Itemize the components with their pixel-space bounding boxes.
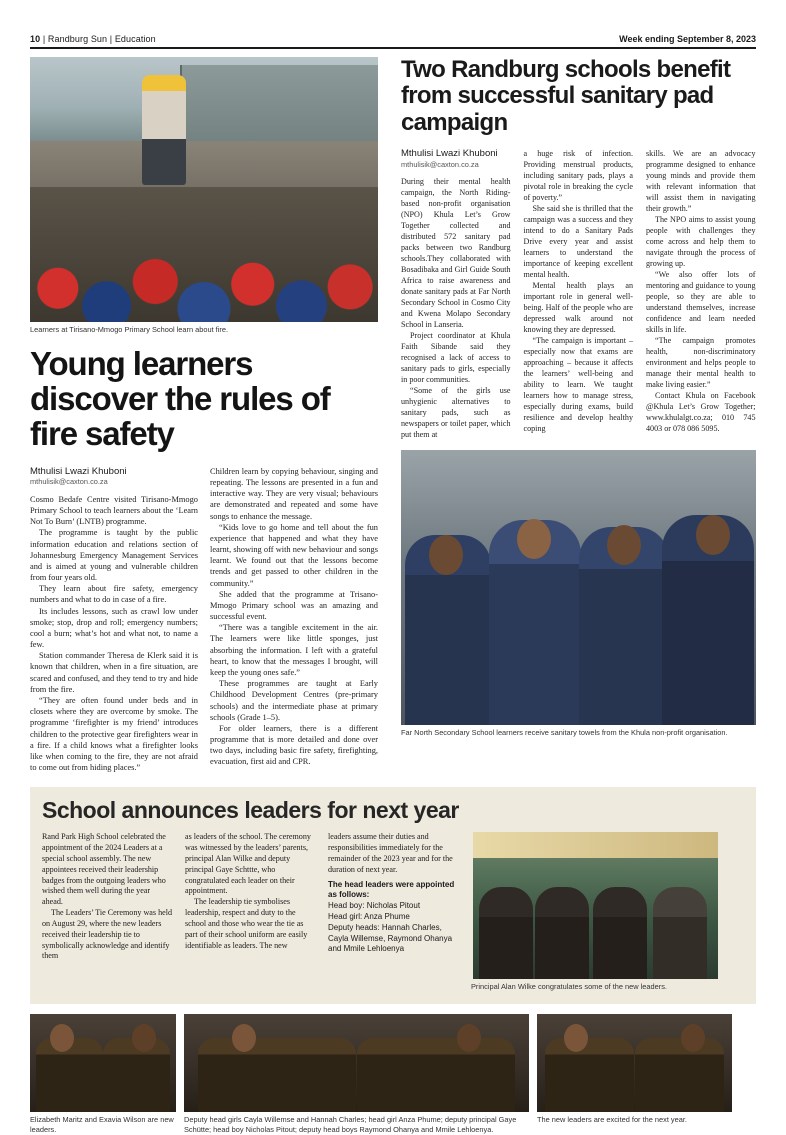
- pads-byline-email: mthulisik@caxton.co.za: [401, 159, 479, 169]
- appointment-item: Deputy heads: Hannah Charles, Cayla Willemse, Raymond Ohanya and Mmile Lehloenya: [328, 922, 453, 954]
- photo-firefighter: [142, 75, 186, 185]
- section-name: Education: [114, 34, 156, 44]
- photo-person: [653, 887, 707, 979]
- leaders-article-columns: [42, 832, 744, 992]
- page-masthead: [30, 28, 756, 49]
- fire-paragraph: These programmes are taught at Early Childhood Development Centres (pre-primary schools) and the intermediate phase at primary schools (Grade 1–5).: [210, 679, 378, 722]
- wilke-photo-caption: Principal Alan Wilke congratulates some of the new leaders.: [471, 982, 667, 992]
- leaders-paragraph: Rand Park High School celebrated the appointment of the 2024 Leaders at a special school assembly. The new appointees received their leadership badges from the outgoing leaders who wished them well during the year ahead.: [42, 832, 166, 907]
- photo-person: [593, 887, 647, 979]
- fire-paragraph: Children learn by copying behaviour, singing and repeating. The lessons are presented in a fun and interactive way. They are very visual; behaviours are demonstrated and repeated and some have songs to enhance the message.: [210, 466, 378, 521]
- pads-column-1: [401, 148, 511, 440]
- top-section: [30, 57, 756, 773]
- bottom-photo-2-caption: Deputy head girls Cayla Willemse and Hannah Charles; head girl Anza Phume; deputy principal Gaye Schütte; head boy Nicholas Pitout; deputy head boys Raymond Ohanya and Mmile Lehloenya.: [184, 1115, 517, 1135]
- leaders-paragraph: leaders assume their duties and responsibilities immediately for the remainder of the 2023 year and for the duration of next year.: [328, 832, 453, 874]
- leaders-paragraph: The Leaders’ Tie Ceremony was held on August 29, where the new leaders received their leadership tie to symbolically acknowledge and identify them: [42, 908, 172, 961]
- pads-article-columns: [401, 148, 756, 440]
- fire-paragraph: The programme is taught by the public information education and relations section of Johannesburg Emergency Management Services and is aimed at young and vulnerable children from four years old.: [30, 528, 198, 583]
- photo-learner: [198, 1038, 357, 1112]
- fire-paragraph: For older learners, there is a different programme that is more detailed and done over two days, including basic fire safety, firefighting, evacuation, first aid and CPR.: [210, 723, 378, 767]
- pads-photo-caption: Far North Secondary School learners receive sanitary towels from the Khula non-profit organisation.: [401, 728, 728, 738]
- leaders-paragraph: The leadership tie symbolises leadership, respect and duty to the school and those who wear the tie as part of their school uniform are easily identifiable as leaders. The new: [185, 897, 308, 950]
- leaders-article-headline: School announces leaders for next year: [42, 797, 459, 824]
- fire-paragraph: They learn about fire safety, emergency numbers and what to do in case of a fire.: [30, 584, 198, 605]
- fire-article-columns: [30, 466, 378, 773]
- leaders-paragraph: as leaders of the school. The ceremony was witnessed by the leaders’ parents, principal Alan Wilke and deputy principal Gaye Schttte, who congratulated each leader on their appointment.: [185, 832, 311, 896]
- leaders-article: [30, 787, 756, 1004]
- appointments-heading: The head leaders were appointed as follows:: [328, 879, 455, 900]
- fire-paragraph: She added that the programme at Trisano-Mmogo Primary school was an amazing and successful event.: [210, 589, 378, 622]
- appointment-item: Head boy: Nicholas Pitout: [328, 901, 421, 911]
- bottom-photo-row: [30, 1014, 756, 1135]
- fire-paragraph: “Kids love to go home and tell about the fun experience that happened and what they have learnt, showing off with new behaviour and songs learnt. We found out that the lessons become trends and get passed to other children in the community.”: [210, 522, 378, 588]
- fire-safety-photo: [30, 57, 378, 322]
- pads-paragraph: Mental health plays an important role in general well-being. Half of the people who are depressed walk around not knowing they are depressed.: [523, 281, 633, 335]
- photo-learner: [635, 1038, 725, 1112]
- issue-date: Week ending September 8, 2023: [619, 34, 756, 44]
- masthead-left: [30, 34, 156, 44]
- photo-face: [681, 1024, 705, 1052]
- masthead-separator-1: |: [42, 34, 46, 44]
- pads-paragraph: a huge risk of infection. Providing menstrual products, including sanitary pads, plays a pivotal role in breaking the cycle of poverty.”: [523, 149, 633, 203]
- photo-person: [479, 887, 533, 979]
- bottom-photo-2: [184, 1014, 529, 1112]
- photo-school-banner: [473, 832, 718, 858]
- bottom-photo-1: [30, 1014, 176, 1112]
- masthead-separator-2: |: [109, 34, 113, 44]
- photo-face: [696, 515, 730, 555]
- pads-paragraph: She said she is thrilled that the campaign was a success and they intend to do a Sanitary Pads Drive every year and assist learners to understand the importance of keeping excellent mental health.: [523, 204, 633, 280]
- pads-paragraph: Contact Khula on Facebook @Khula Let’s Grow Together; www.khulalgt.co.za; 010 745 4003 or 078 086 5095.: [646, 391, 756, 434]
- photo-face: [517, 519, 551, 559]
- appointment-item: Head girl: Anza Phume: [328, 911, 410, 921]
- bottom-photo-1-caption: Elizabeth Maritz and Exavia Wilson are new leaders.: [30, 1115, 174, 1135]
- principal-wilke-photo: [473, 832, 718, 979]
- fire-photo-caption: Learners at Tirisano-Mmogo Primary School learn about fire.: [30, 325, 228, 334]
- pads-byline-name: Mthulisi Lwazi Khuboni: [401, 148, 498, 160]
- fire-paragraph: “They are often found under beds and in closets where they are overcome by smoke. The programme ‘firefighter is my friend’ introduces children to the protective gear firefighters wear in a fire. If a child knows what a firefighter looks like when coming to the fire, they are not afraid to come out from hiding places.”: [30, 696, 198, 773]
- bottom-photo-1-block: [30, 1014, 176, 1135]
- photo-learner: [357, 1038, 516, 1112]
- publication-name: Randburg Sun: [47, 34, 108, 44]
- fire-paragraph: “There was a tangible excitement in the air. The learners were like little sponges, just absorbing the information. I left with a grateful heart, to know that the messages I brought, will keep the young ones safe.”: [210, 623, 378, 677]
- bottom-photo-3-caption: The new leaders are excited for the next year.: [537, 1115, 687, 1125]
- pads-column-3: [646, 148, 756, 440]
- fire-safety-article: [30, 57, 378, 773]
- photo-face: [132, 1024, 156, 1052]
- photo-person: [535, 887, 589, 979]
- leaders-column-2: [185, 832, 316, 992]
- fire-article-headline: Young learners discover the rules of fire safety: [30, 344, 330, 452]
- pads-paragraph: skills. We are an advocacy programme designed to enhance young minds and provide them with relevant information that will assist them in navigating their growth.”: [646, 149, 756, 214]
- pads-article-headline: Two Randburg schools benefit from successful sanitary pad campaign: [401, 56, 731, 136]
- fire-column-2: [210, 466, 378, 773]
- fire-byline-email: mthulisik@caxton.co.za: [30, 477, 108, 487]
- fire-column-1: [30, 466, 198, 773]
- pads-paragraph: “Some of the girls use unhygienic alternatives to sanitary pads, such as newspapers or toilet paper, which put them at: [401, 386, 511, 440]
- sanitary-pads-article: [401, 57, 756, 773]
- leaders-column-3: [328, 832, 459, 992]
- fire-paragraph: Cosmo Bedafe Centre visited Tirisano-Mmogo Primary School to teach learners about the ‘Learn Not To Burn’ (LNTB) programme.: [30, 494, 198, 527]
- fire-paragraph: Station commander Theresa de Klerk said it is known that children, when in a fire situation, are scared and confused, and they tend to try and hide from the fire.: [30, 651, 198, 694]
- pads-paragraph: The NPO aims to assist young people with challenges they come across and help them to navigate through the process of growing up.: [646, 215, 756, 269]
- newspaper-page: [30, 28, 756, 1135]
- photo-learner: [545, 1038, 635, 1112]
- bottom-photo-2-block: [184, 1014, 529, 1135]
- pads-photo: [401, 450, 756, 725]
- pads-column-2: [524, 148, 634, 440]
- leaders-photo-column: [471, 832, 718, 992]
- bottom-photo-3: [537, 1014, 732, 1112]
- pads-paragraph: “The campaign promotes health, non-discriminatory environment and helps people to manage their mental health to make living easier.”: [646, 336, 756, 390]
- pads-paragraph: Project coordinator at Khula Faith Sibande said they recognised a lack of access to sanitary pads to girls, especially in poor communities.: [401, 331, 511, 385]
- photo-face: [457, 1024, 481, 1052]
- fire-paragraph: Its includes lessons, such as crawl low under smoke; stop, drop and roll; emergency numbers; cool a burn; what’s hot and what not, to name a few.: [30, 606, 198, 650]
- photo-face: [429, 535, 463, 575]
- page-number: 10: [30, 34, 41, 44]
- bottom-photo-3-block: [537, 1014, 732, 1135]
- leaders-column-1: [42, 832, 173, 992]
- photo-face: [607, 525, 641, 565]
- photo-learners-crowd: [30, 187, 378, 322]
- pads-paragraph: “The campaign is important – especially now that exams are approaching – because it affects the learners’ well-being and ability to learn. We taught learners how to manage stress, especially during exams, build resilience and develop healthy coping: [523, 336, 633, 434]
- pads-paragraph: “We also offer lots of mentoring and guidance to young people, so they are able to understand themselves, increase confidence and learn needed skills in life.: [646, 270, 756, 335]
- pads-paragraph: During their mental health campaign, the North Riding-based non-profit organisation (NPO) Khula Let’s Grow Together collected and distributed 572 sanitary pad packs between two Randburg schools.They collaborated with Bosadibaka and Girl Guide South Africa to raise awareness and donate sanitary pads at Far North Secondary School in Cosmo City and Kwena Molapo Secondary School in Lanseria.: [401, 177, 511, 330]
- fire-byline-name: Mthulisi Lwazi Khuboni: [30, 465, 127, 477]
